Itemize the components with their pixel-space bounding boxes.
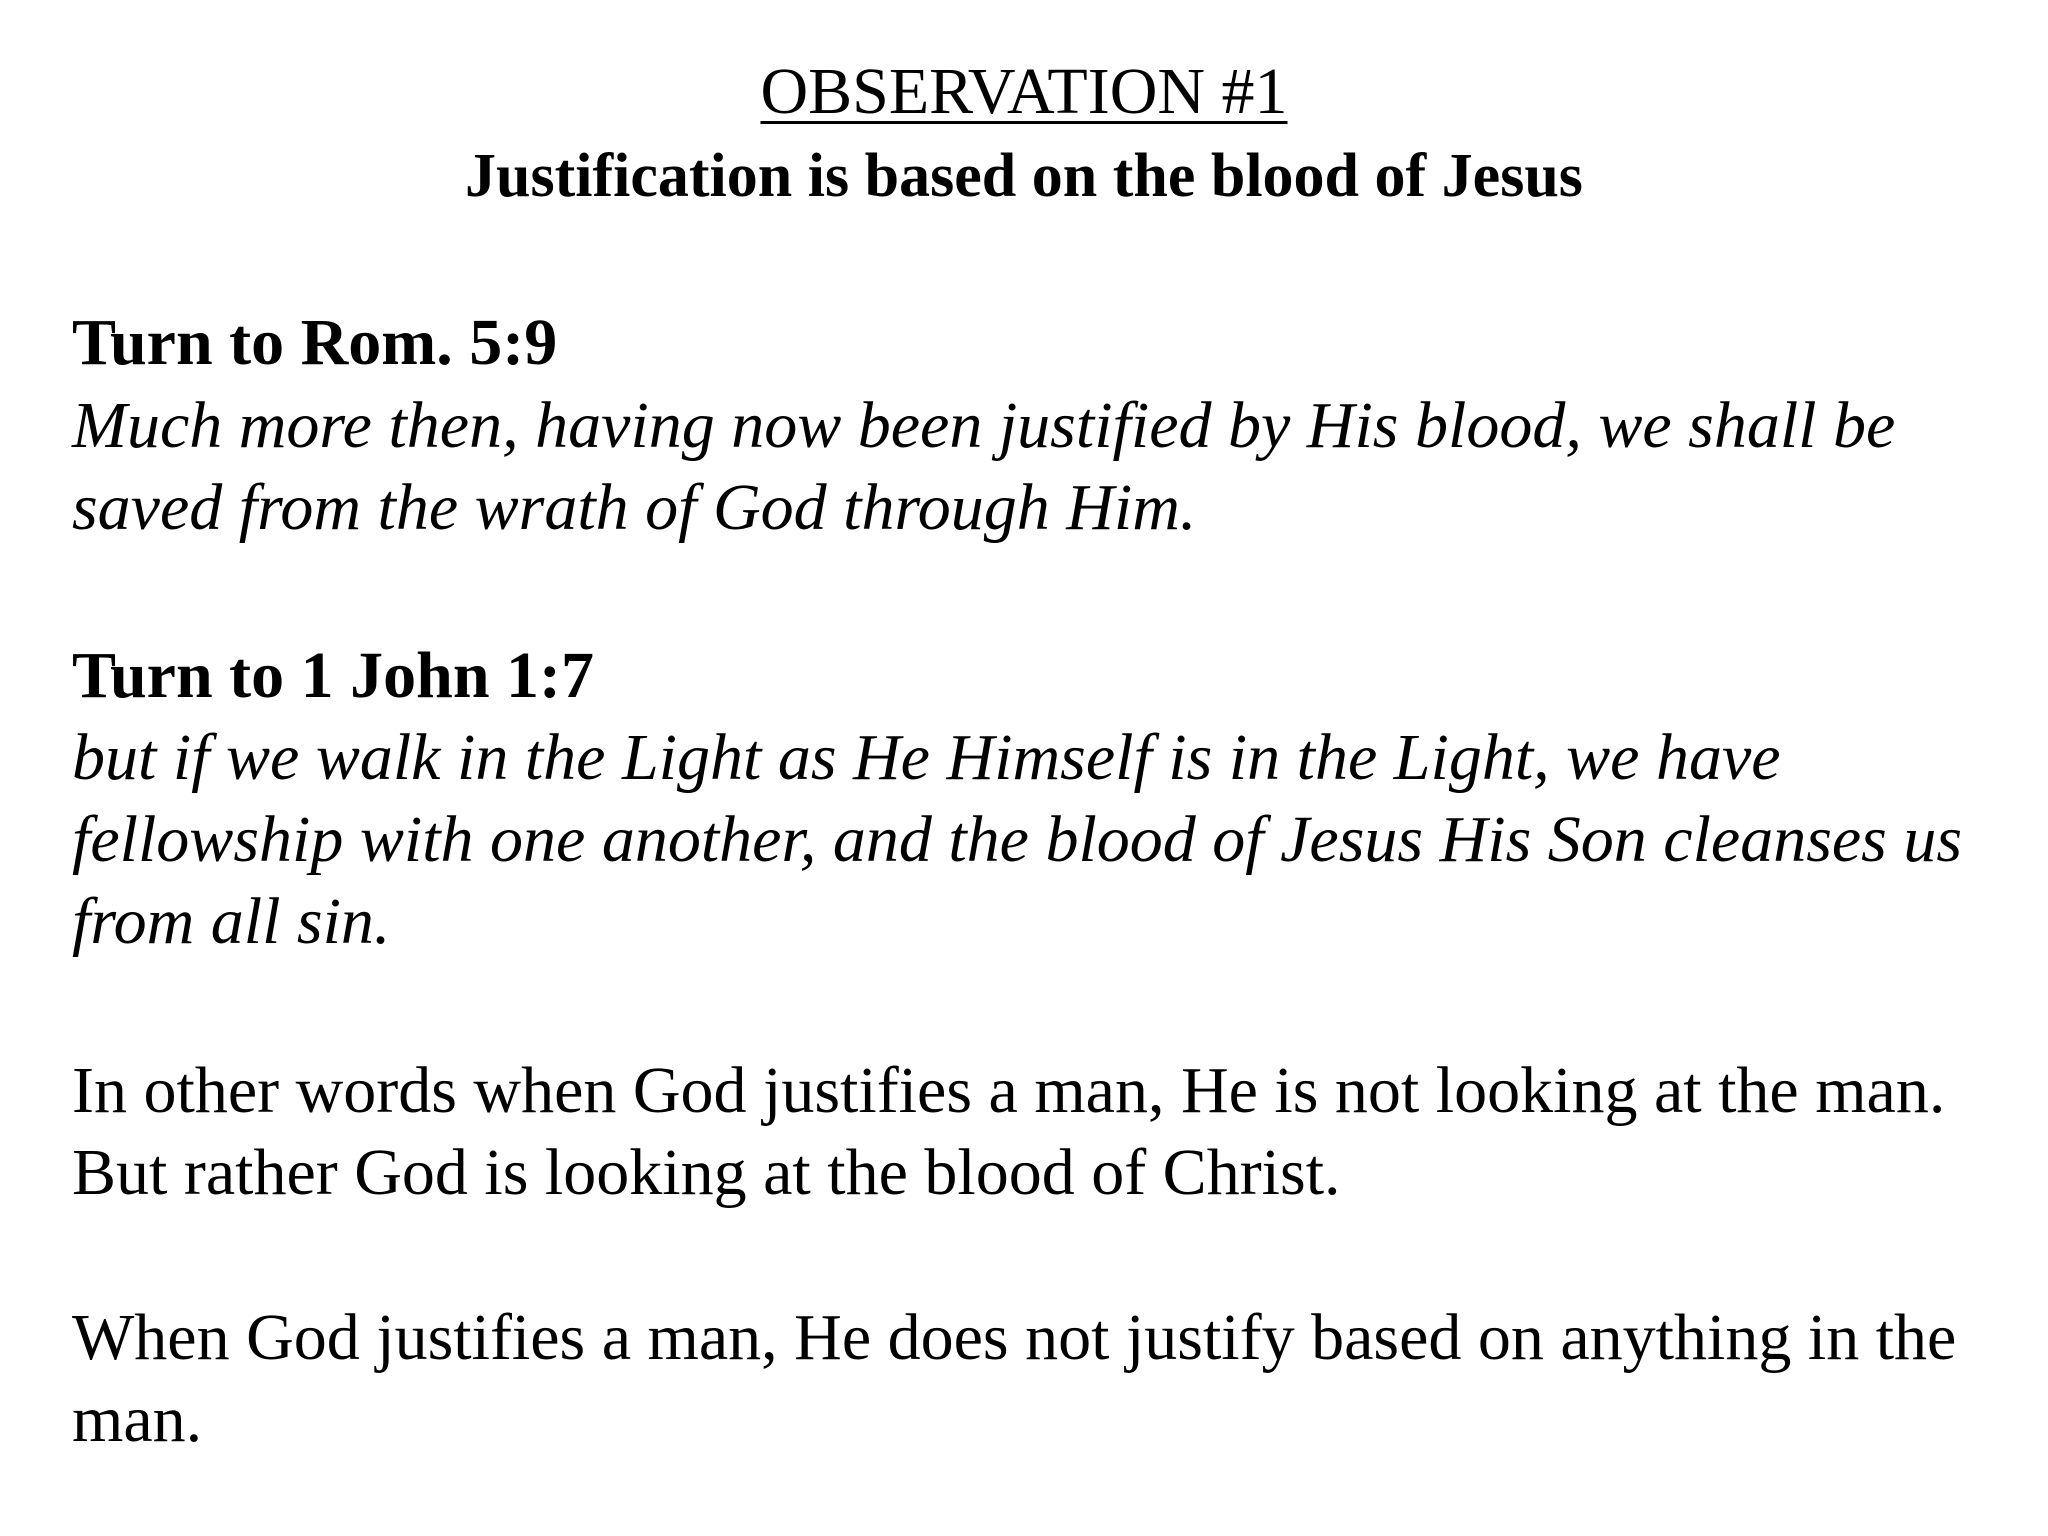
explanation-paragraph-2: When God justifies a man, He does not justify based on anything in the man. [72, 1301, 1957, 1456]
explanation-paragraph-1: In other words when God justifies a man, He is not looking at the man. But rather God is looking at the blood of Christ. [72, 1054, 1946, 1209]
scripture-verse-john: but if we walk in the Light as He Himself is in the Light, we have fellowship with one another, and the blood of Jesus His Son cleanses us from all sin. [72, 721, 1963, 958]
scripture-reference-john: Turn to 1 John 1:7 [72, 639, 595, 712]
scripture-verse-romans: Much more then, having now been justified by His blood, we shall be saved from the wrath of God through Him. [72, 389, 1896, 544]
observation-title: OBSERVATION #1 [760, 55, 1288, 128]
observation-subtitle: Justification is based on the blood of Jesus [465, 142, 1583, 210]
scripture-reference-romans: Turn to Rom. 5:9 [72, 306, 558, 379]
